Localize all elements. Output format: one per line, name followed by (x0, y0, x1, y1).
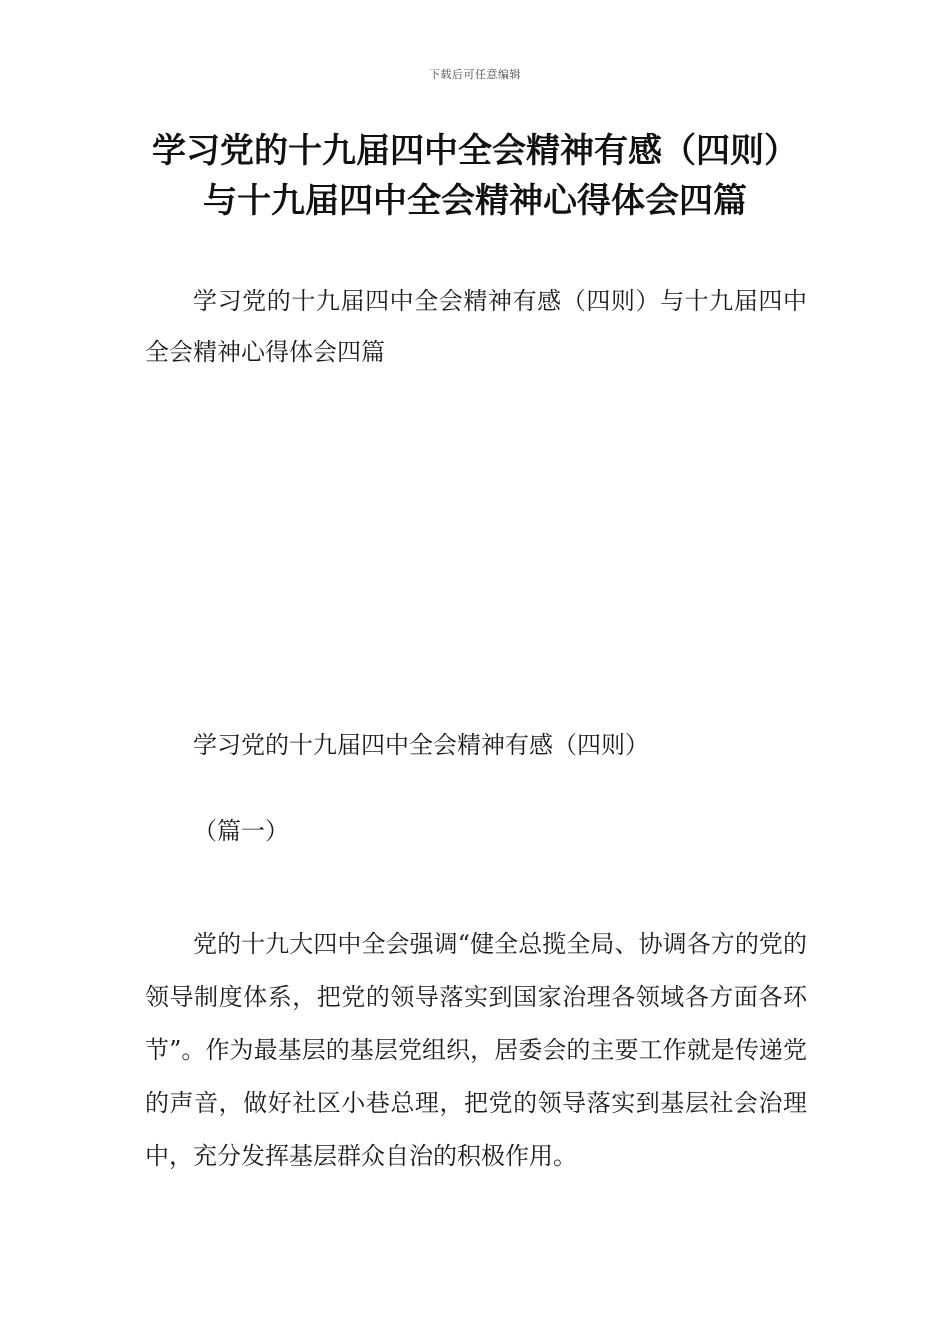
header-note: 下载后可任意编辑 (429, 68, 521, 81)
section-heading: 学习党的十九届四中全会精神有感（四则） (193, 731, 649, 759)
part-label: （篇一） (193, 817, 289, 845)
document-subtitle: 学习党的十九届四中全会精神有感（四则）与十九届四中全会精神心得体会四篇 (145, 287, 807, 366)
document-title: 学习党的十九届四中全会精神有感（四则）与十九届四中全会精神心得体会四篇 (152, 131, 798, 221)
body-paragraph: 党的十九大四中全会强调“健全总揽全局、协调各方的党的领导制度体系，把党的领导落实到国家治理各领域各方面各环节”。作为最基层的基层党组织，居委会的主要工作就是传递党的声音，做好社区小巷总理，把党的领导落实到基层社会治理中，充分发挥基层群众自治的积极作用。 (145, 930, 807, 1170)
